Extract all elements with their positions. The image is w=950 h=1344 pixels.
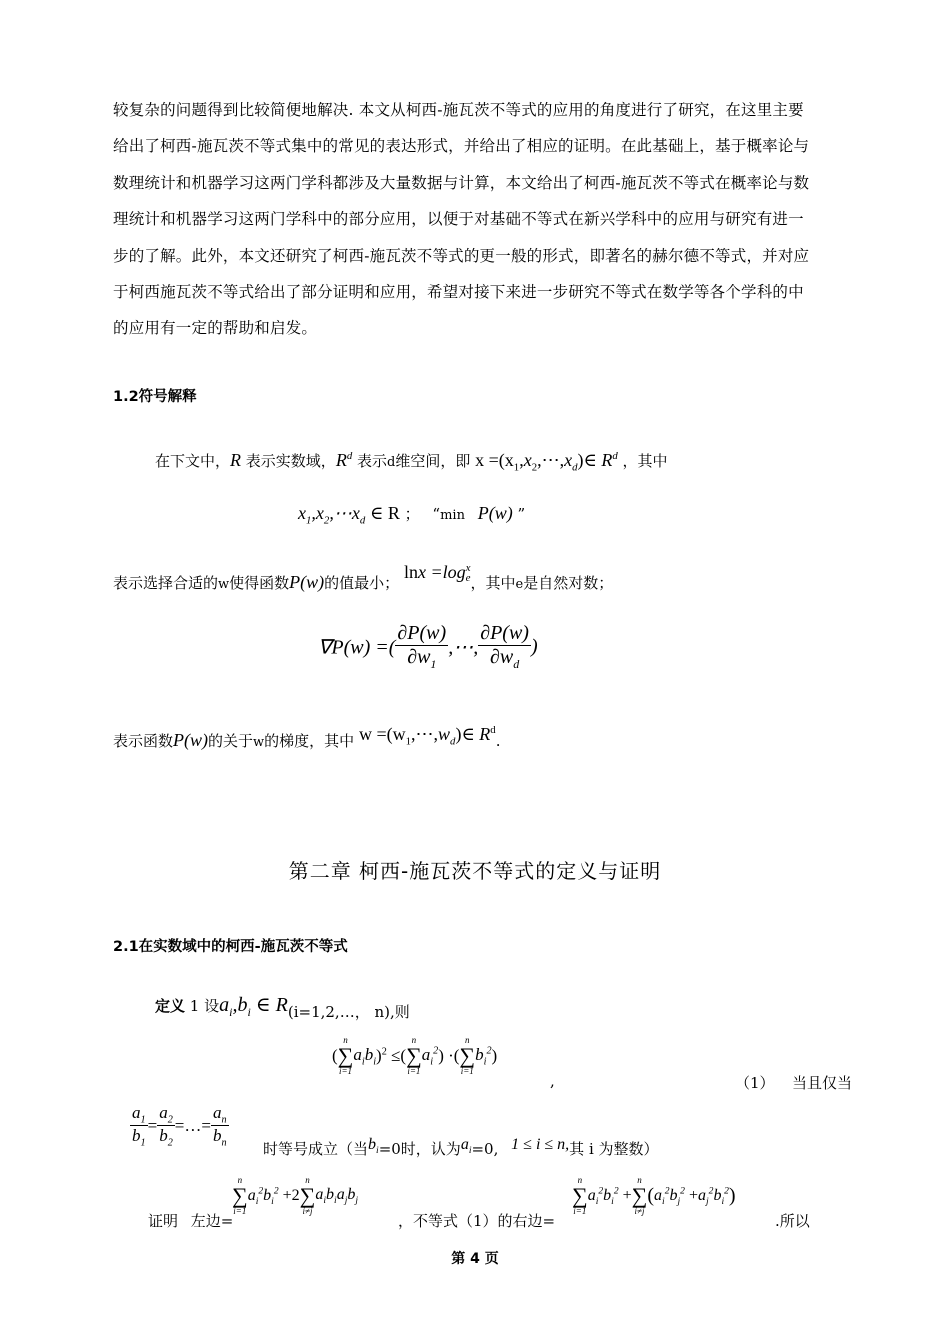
text: ，其中 [470, 574, 516, 592]
grad-dots: ,⋯, [448, 636, 479, 659]
math-x: x =(x [475, 450, 514, 470]
math-range: 1 ≤ i ≤ n, [511, 1136, 570, 1153]
math-P: P(w) [477, 503, 513, 523]
letter-e: e [515, 577, 524, 592]
proof-label-line [148, 1210, 233, 1231]
text: 的梯度，其中 [264, 732, 355, 750]
letter-d: d [387, 455, 396, 470]
intro-line-2: 给出了柯西-施瓦茨不等式集中的常见的表达形式，并给出了相应的证明。在此基础上，基于概率论与 [113, 137, 810, 156]
frac-an-bn: $\frac{a_n}{b_n}$ [212, 1103, 227, 1149]
intro-line-3: 数理统计和机器学习这两门学科都涉及大量数据与计算，本文给出了柯西-施瓦茨不等式在概率论与数 [113, 173, 810, 192]
notation-line-1 [155, 450, 668, 474]
section-heading-1-2: 1.2符号解释 [113, 389, 197, 405]
math-R: R [230, 450, 242, 470]
frac-a1-b1: $\frac{a_1}{b_1}$ [132, 1103, 146, 1149]
sum-symbol: n ∑ i≠j [631, 1175, 648, 1216]
sum-symbol: n ∑ i=1 [572, 1175, 588, 1216]
grad-num-2: ∂P(w) [480, 622, 529, 644]
frac-a2-b2: $\frac{a_2}{b_2}$ [159, 1103, 173, 1149]
sub-1: 1 [430, 657, 437, 671]
grad-den1-text: ∂w [407, 646, 431, 668]
text: 表示 [357, 452, 388, 470]
math-P: P(w) [173, 730, 209, 750]
text: 在下文中， [155, 452, 231, 470]
text: =0, [471, 1140, 499, 1158]
equality-condition-fractions: $\frac{a_1}{b_1}$ = $\frac{a_2}{b_2}$ =…= $\frac{a_n}{b_n}$ [132, 1103, 227, 1149]
text: 其 i 为整数） [569, 1140, 659, 1158]
math-Rd [336, 450, 352, 470]
text: =0时，认为 [378, 1140, 461, 1158]
intro-line-7: 的应用有一定的帮助和启发。 [113, 319, 318, 338]
math-ln-x: x =log [417, 562, 466, 582]
text: . [495, 732, 501, 750]
chapter-title: 第二章 柯西-施瓦茨不等式的定义与证明 [288, 859, 662, 883]
text: 维空间，即 [395, 452, 471, 470]
intro-line-6: 于柯西施瓦茨不等式给出了部分证明和应用，希望对接下来进一步研究不等式在数学等各个学科的中 [113, 283, 804, 302]
math-a: $a_i$ [460, 1136, 472, 1157]
gradient-equation [318, 622, 538, 672]
math-w: w =(w [358, 724, 406, 744]
page-number: 第 4 页 [451, 1251, 499, 1267]
sup-x: x [465, 561, 471, 574]
text: “ [432, 505, 441, 523]
proof-left: 左边= [190, 1212, 234, 1230]
math-ln-word: ln [403, 562, 418, 582]
section-heading-2-1: 2.1在实数域中的柯西-施瓦茨不等式 [113, 939, 348, 955]
def-label: 定义 [155, 997, 186, 1015]
notation-line-4 [113, 724, 501, 754]
intro-line-5: 步的了解。此外，本文还研究了柯西-施瓦茨不等式的更一般的形式，即著名的赫尔德不等式，并对应 [113, 246, 810, 265]
sum-symbol: n ∑ i=1 [337, 1035, 354, 1076]
math-P: P(w) [289, 572, 325, 592]
text: ，其中 [622, 452, 668, 470]
letter-w: w [253, 735, 265, 750]
proof-right-expression: n ∑ i=1 $a_i^2b_i^2$ + n ∑ i≠j $(a_i^2b_j^2 +a_j^2b_i^2)$ [572, 1175, 736, 1216]
text: 是自然对数； [523, 574, 614, 592]
math-x-vector: $x =(x_1,x_2,\cdots,x_d)\in$ $R^d$ [475, 450, 618, 474]
text: 的值最小； [324, 574, 400, 592]
sum-symbol: n ∑ i=1 [459, 1035, 476, 1076]
def-she: 设 [204, 997, 220, 1015]
grad-lhs: ∇P(w) =( [318, 636, 396, 659]
intro-line-1: 较复杂的问题得到比较简便地解决. 本文从柯西-施瓦茨不等式的应用的角度进行了研究，在这里主要 [113, 101, 804, 119]
grad-frac-1 [395, 622, 448, 672]
definition-line [155, 992, 410, 1020]
notation-line-2 [298, 503, 525, 527]
math-min: min [440, 508, 465, 523]
text: 表示选择合适的 [113, 574, 219, 592]
grad-frac-2 [478, 622, 531, 672]
proof-left-expression: n ∑ i=1 $a_i^2b_i^2 +2$ n ∑ i≠j $a_ib_ia_jb_j$ [232, 1175, 359, 1216]
proof-end: .所以 [775, 1212, 810, 1230]
math-x: x [298, 503, 306, 523]
math-ln [404, 562, 471, 582]
cauchy-schwarz-inequality: ( n ∑ i=1 $a_ib_i)^2$ ≤( n ∑ i=1 $a_i^2$) ·( n ∑ i=1 $b_i^2$) [332, 1035, 498, 1076]
eq-number: （1） [735, 1074, 775, 1092]
text: 时等号成立（当 [263, 1140, 369, 1158]
sup-d: d [346, 450, 353, 462]
text: 使得函数 [229, 574, 290, 592]
proof-mid: ，不等式（1）的右边= [398, 1212, 556, 1230]
sum-symbol: n ∑ i=1 [406, 1035, 422, 1076]
def-num: 1 [189, 997, 200, 1015]
text: ； [404, 505, 420, 523]
math-x-components: $x_1,x_2,\cdots x_d$ [298, 503, 366, 527]
math-in-R: ∈ R [370, 503, 400, 523]
sub-d: d [513, 657, 520, 671]
math-a: a [219, 994, 230, 1016]
text: 表示函数 [113, 732, 174, 750]
intro-paragraph [113, 92, 865, 347]
def-range: (i=1,2,…， n),则 [287, 1003, 410, 1021]
equality-condition-text [263, 1138, 659, 1161]
text: 表示实数域， [245, 452, 336, 470]
math-a-letter: a [460, 1136, 469, 1153]
math-w-vector: $w =(w_1,\cdots,w_d)\in$ $R^d$ [358, 724, 496, 748]
text: ” [517, 505, 526, 523]
grad-num-1: ∂P(w) [397, 622, 447, 644]
eq-iff: 当且仅当 [792, 1074, 853, 1092]
sum-symbol: n ∑ i≠j [299, 1175, 316, 1216]
grad-den-2 [478, 646, 531, 672]
text: 的关于 [208, 732, 254, 750]
notation-line-3 [113, 561, 614, 594]
sum-symbol: n ∑ i=1 [232, 1175, 248, 1216]
math-b: $b_i$ [368, 1136, 379, 1157]
grad-den2-text: ∂w [489, 646, 514, 668]
letter-w: w [218, 577, 230, 592]
math-R: R [335, 450, 347, 470]
eq-comma: , [550, 1072, 555, 1090]
proof-label: 证明 [148, 1212, 179, 1230]
math-b-letter: b [368, 1136, 377, 1153]
grad-den-1 [395, 646, 448, 672]
intro-line-4: 理统计和机器学习这两门学科中的部分应用，以便于对基础不等式在新兴学科中的应用与研究有进一 [113, 210, 804, 229]
sub-e: e [465, 571, 471, 584]
grad-close: ) [530, 635, 538, 658]
math-ab-in-R: $a_i,b_i$ ∈ R [219, 994, 288, 1019]
